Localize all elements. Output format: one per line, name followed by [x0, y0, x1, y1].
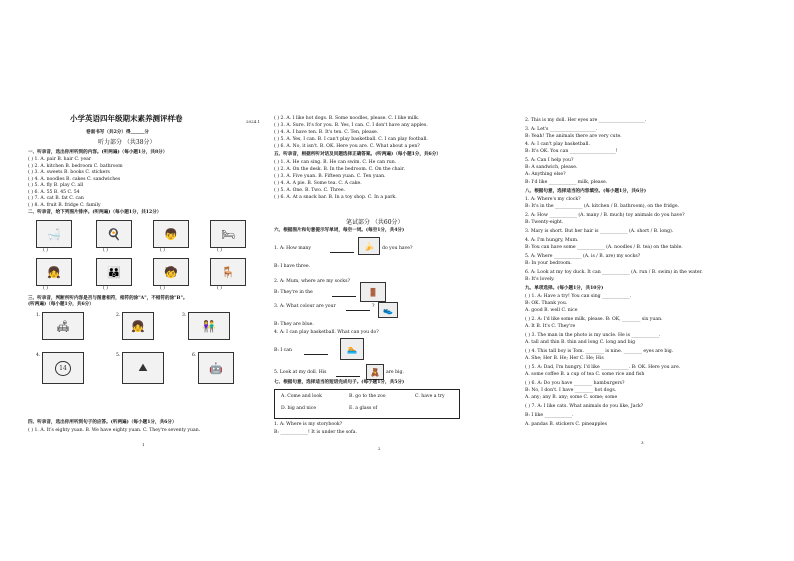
q7-option: D. big and nice [281, 406, 317, 411]
q9-item: A. some coffee B. a cup of tea C. some rice and fish [525, 372, 645, 377]
q9-item: ( ) 4. This tall boy is Tom. ________ is nine. ________ eyes are big. [525, 349, 674, 354]
kitchen-picture: 🍳 [96, 220, 132, 248]
answer-paren[interactable]: ( ) [217, 248, 222, 253]
q6-prompt: 1. A: How many [274, 246, 311, 251]
q8-item: 5. A: Where ____________ (A. is / B. are) my socks? [525, 254, 641, 259]
girl-with-doll-picture: 2. 👧 [122, 312, 154, 340]
q9-item: ( ) 1. A: Have a try! You can sing ____________. [525, 294, 632, 299]
answer-paren[interactable]: ( ) [160, 286, 165, 291]
q1-item: ( ) 6. A. 55 B. 45 C. 54 [28, 189, 80, 195]
answer-blank[interactable] [336, 376, 360, 377]
q3-num: 6. [192, 353, 197, 358]
handwriting-score: 卷面书写（共2分）得______分 [86, 130, 149, 135]
q9-item: A. good B. well C. nice [525, 308, 578, 313]
q4-item: ( ) 3. A. Sure. It's for you. B. Yes, I can. C. I don't have any apples. [274, 123, 428, 128]
q9-item: ( ) 2. A: I'd like some milk, please. B: OK, ________ six yuan. [525, 317, 663, 322]
robot-picture: 6. 🤖 [198, 352, 234, 384]
family-picture: 👪 [96, 258, 132, 286]
q7-line: B: A sandwich, please. [525, 165, 578, 170]
swimming-picture: 🏊 [340, 338, 364, 360]
q9-item: ( ) 6. A: Do you have ________ hamburgers? [525, 381, 625, 386]
q3-header: 三、听录音，判断所听内容是否与图意相符，相符的涂"A"，不相符的涂"B"。 [28, 296, 188, 301]
landscape-picture: 5. ⛰ [122, 352, 164, 384]
q8-item: 4. A: I'm hungry, Mum. [525, 238, 579, 243]
q5-item: ( ) 6. A. At a snack bar. B. In a toy shop. C. In a park. [274, 195, 397, 200]
q6-prompt: are big. [386, 370, 404, 375]
q7-line: 3. A: Let's ____________________. [525, 127, 598, 132]
q9-item: B: I like ____________. [525, 413, 574, 418]
q7-options-box [274, 389, 460, 419]
ball-picture [36, 352, 84, 384]
q9-item: ( ) 3. The man in the photo is my uncle. He is ____________. [525, 333, 661, 338]
q7-option: A. Come and look [281, 394, 322, 399]
exam-page-3 [525, 112, 771, 457]
q5-header: 五、听录音，根据所听对话及问题选择正确答案。(听两遍)（每小题1分，共6分） [274, 152, 441, 157]
q7-reply: B: ____________! It is under the sofa. [274, 430, 357, 435]
q3-header-2: (听两遍)（每小题1分，共6分） [28, 302, 94, 307]
q3-num: 3. [182, 313, 187, 318]
listening-section-header: 听力部分 （共38分） [98, 139, 156, 146]
q5-item: ( ) 4. A. A pie. B. Some tea. C. A cake. [274, 181, 362, 186]
q7-option: C. have a try [415, 394, 445, 399]
q9-item: B: OK. Thank you. [525, 301, 568, 306]
bedroom-picture: 🛏 [210, 220, 246, 248]
doll-picture: 🧸 [366, 364, 384, 380]
q6-prompt: 4. A: I can play basketball. What can you do? [274, 330, 379, 335]
answer-paren[interactable]: ( ) [103, 248, 108, 253]
shoes-picture: 👟 [378, 302, 398, 318]
q9-item: A. any; any B. any; some C. some; some [525, 395, 618, 400]
q7-line: B: I'd like ____________ milk, please. [525, 180, 608, 185]
answer-blank[interactable] [332, 296, 356, 297]
sofa-picture: 1. 🛋 [42, 312, 84, 340]
page-number: 1 [142, 442, 145, 447]
q1-item: ( ) 4. A. noodles B. cakes C. sandwiches [28, 176, 121, 182]
page-number: 2 [378, 446, 381, 451]
banana-picture: 🍌 [358, 237, 380, 255]
q7-line: B: Yeah! The animals there are very cute. [525, 134, 622, 139]
answer-blank[interactable] [304, 354, 328, 355]
q1-item: ( ) 7. A. cat B. fat C. can [28, 196, 84, 201]
q6-prompt: 3. A: What colour are your [274, 304, 336, 309]
q6-prompt: 5. Look at my doll. His [274, 370, 327, 375]
q7-line: 4. A: I can't play basketball. [525, 142, 590, 147]
q4-header: 四、听录音，选出你所听到句子的应答。(听两遍)（每小题1分，共6分） [28, 420, 177, 425]
living-room-picture: 🪑 [210, 258, 246, 286]
q1-item: ( ) 8. A. fruit B. fridge C. family [28, 202, 101, 208]
q9-item: B: No, I don't. I have ________ hot dogs. [525, 388, 617, 393]
ball-number: 14 [55, 361, 71, 376]
page-number: 3 [641, 440, 644, 445]
boy-picture: 👦 [153, 220, 189, 248]
bathroom-picture: 🛁 [36, 220, 72, 248]
two-kids-picture: 3. 👫 [188, 312, 230, 340]
q9-header: 九、单项选择。(每小题1分，共10分) [525, 286, 604, 291]
q9-item: ( ) 5. A: Dad, I'm hungry. I'd like ____________. B: OK. Here you are. [525, 365, 681, 370]
q3-num: 2. [116, 313, 121, 318]
q4-item: ( ) 6. A. No, it isn't. B. OK. Here you are. C. What about a pen? [274, 144, 420, 149]
q5-item: ( ) 3. A. Five yuan. B. Fifteen yuan. C. Ten yuan. [274, 174, 386, 179]
answer-paren[interactable]: ( ) [160, 248, 165, 253]
q9-item: A. She; Her B. He; Her C. He; His [525, 356, 604, 361]
q4-item: ( ) 5. A. Yes, I can. B. I can't play basketball. C. I can play football. [274, 137, 428, 142]
exam-title: 小学英语四年级期末素养测评样卷 [70, 114, 183, 123]
q8-item: 6. A: Look at my toy duck. It can ____________ (A. run / B. swim) in the water. [525, 270, 703, 275]
q7-line: 2. This is my doll. Her eyes are ____________________. [525, 118, 647, 123]
q8-item: 3. Mary is short. But her hair is ____________ (A. short / B. long). [525, 229, 674, 234]
q4-item: ( ) 4. A. I have ten. B. It's ten. C. Ten, please. [274, 130, 379, 135]
q6-header: 六、根据图片和句意提示写单词，每空一词。(每空1分，共4分) [274, 228, 405, 233]
q6-prompt: do you have? [382, 246, 413, 251]
q8-item: B: In your bedroom. [525, 261, 572, 266]
q7-header: 七、根据句意，选择适当的短语完成句子。(每小题1分，共5分) [274, 380, 405, 385]
q6-prompt: ? [372, 304, 375, 309]
exam-date: 2024.1 [246, 119, 260, 124]
room-picture: 🚪 [360, 282, 386, 302]
q6-reply: B: They're in the [274, 290, 313, 295]
q6-reply: B: They are blue. [274, 322, 314, 327]
answer-paren[interactable]: ( ) [103, 286, 108, 291]
q9-item: ( ) 7. A: I like cats. What animals do you like, Jack? [525, 404, 644, 409]
exam-page-1 [28, 112, 274, 457]
q5-item: ( ) 5. A. One. B. Two. C. Three. [274, 188, 346, 193]
q6-reply: B: I can [274, 348, 292, 353]
answer-paren[interactable]: ( ) [43, 248, 48, 253]
q9-item: A. tall and thin B. thin and long C. long and big [525, 340, 636, 345]
exam-page-2 [274, 112, 520, 457]
answer-blank[interactable] [346, 310, 370, 311]
q8-item: B: It's in the ____________ (A. kitchen / B. bathroom), on the fridge. [525, 204, 679, 209]
q1-item: ( ) 3. A. sweets B. books C. stickers [28, 170, 110, 175]
q7-option: E. a glass of [349, 406, 378, 411]
q6-reply: B: I have three. [274, 264, 311, 269]
q7-option: B. go to the zoo [349, 394, 386, 399]
q4-item: ( ) 2. A. I like hot dogs. B. Some noodles, please. C. I like milk. [274, 116, 420, 121]
q8-item: B: You can have some ____________ (A. noodles / B. tea) on the table. [525, 245, 683, 250]
q3-num: 4. [36, 353, 41, 358]
writing-section-header: 笔试部分 （共60分） [346, 219, 404, 226]
q8-item: 1. A: Where's my clock? [525, 197, 581, 202]
girl-picture: 👧 [36, 258, 72, 286]
q7-line: 5. A: Can I help you? [525, 158, 574, 163]
q7-prompt: 1. A: Where is my storybook? [274, 422, 343, 427]
q3-num: 5. [116, 353, 121, 358]
q1-header: 一、听录音，选出你所听到的内容。(听两遍)（每小题1分，共8分） [28, 150, 168, 155]
q6-prompt: 2. A: Mum, where are my socks? [274, 279, 350, 284]
q1-item: ( ) 5. A. fly B. play C. all [28, 183, 84, 188]
q7-line: B: It's OK. You can ____________________! [525, 149, 618, 154]
q5-item: ( ) 2. A. On the desk. B. In the bedroom. C. On the chair. [274, 167, 405, 172]
answer-paren[interactable]: ( ) [217, 286, 222, 291]
q8-item: B: It's lovely. [525, 277, 555, 282]
q9-item: A. It B. It's C. They're [525, 324, 576, 329]
q1-item: ( ) 1. A. pair B. hair C. year [28, 157, 92, 162]
q3-num: 1. [36, 313, 41, 318]
q9-item: A. pandas B. stickers C. pineapples [525, 422, 607, 427]
q5-item: ( ) 1. A. He can sing. B. He can swim. C. He can run. [274, 160, 397, 165]
q8-item: 2. A: How ____________ (A. many / B. much) toy animals do you have? [525, 213, 685, 218]
q8-header: 八、根据句意，选择适当的内容填空。(每小题1分，共6分) [525, 189, 646, 194]
q8-item: B: Twenty-eight. [525, 220, 564, 225]
q4-item: ( ) 1. A. It's eighty yuan. B. We have eighty yuan. C. They're seventy yuan. [28, 428, 201, 433]
q2-header: 二、听录音，给下列图片排序。(听两遍)（每小题1分，共12分） [28, 210, 162, 215]
q7-line: A: Anything else? [525, 172, 566, 177]
q1-item: ( ) 2. A. kitchen B. bedroom C. bathroom [28, 163, 123, 169]
answer-blank[interactable] [330, 252, 354, 253]
answer-paren[interactable]: ( ) [43, 286, 48, 291]
boy-eating-picture: 🧒 [153, 258, 189, 286]
